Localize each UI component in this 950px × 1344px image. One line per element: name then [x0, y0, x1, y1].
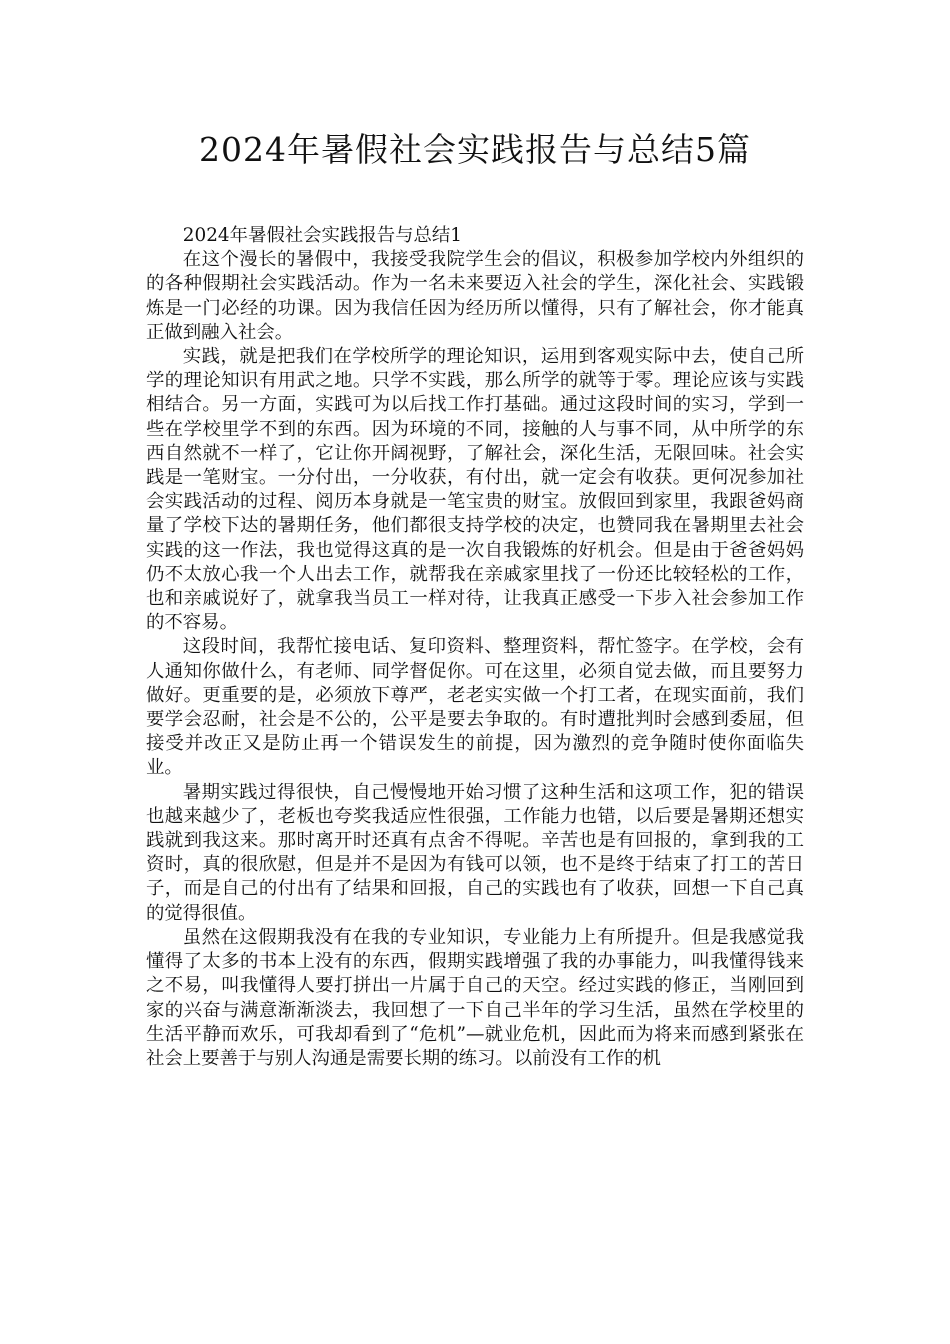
- section-heading: 2024年暑假社会实践报告与总结1: [182, 225, 462, 246]
- paragraph: 在这个漫长的暑假中，我接受我院学生会的倡议，积极参加学校内外组织的的各种假期社会实践活动。作为一名未来要迈入社会的学生，深化社会、实践锻炼是一门必经的功课。因为我信任因为经历所以懂得，只有了解社会，你才能真正做到融入社会。: [146, 249, 804, 343]
- paragraph: 这段时间，我帮忙接电话、复印资料、整理资料，帮忙签字。在学校，会有人通知你做什么，有老师、同学督促你。可在这里，必须自觉去做，而且要努力做好。更重要的是，必须放下尊严，老老实实做一个打工者，在现实面前，我们要学会忍耐，社会是不公的，公平是要去争取的。有时遭批判时会感到委屈，但接受并改正又是防止再一个错误发生的前提，因为激烈的竞争随时使你面临失业。: [146, 636, 804, 779]
- document-body: [146, 224, 804, 1071]
- paragraph: 虽然在这假期我没有在我的专业知识，专业能力上有所提升。但是我感觉我懂得了太多的书本上没有的东西，假期实践增强了我的办事能力，叫我懂得钱来之不易，叫我懂得人要打拼出一片属于自己的天空。经过实践的修正，当刚回到家的兴奋与满意渐渐淡去，我回想了一下自己半年的学习生活，虽然在学校里的生活平静而欢乐，可我却看到了“危机”—就业危机，因此而为将来而感到紧张在社会上要善于与别人沟通是需要长期的练习。以前没有工作的机: [146, 926, 804, 1069]
- paragraph: 暑期实践过得很快，自己慢慢地开始习惯了这种生活和这项工作，犯的错误也越来越少了，老板也夸奖我适应性很强，工作能力也错，以后要是暑期还想实践就到我这来。那时离开时还真有点舍不得呢。辛苦也是有回报的，拿到我的工资时，真的很欣慰，但是并不是因为有钱可以领，也不是终于结束了打工的苦日子，而是自己的付出有了结果和回报，自己的实践也有了收获，回想一下自己真的觉得很值。: [146, 781, 804, 924]
- paragraph: 实践，就是把我们在学校所学的理论知识，运用到客观实际中去，使自己所学的理论知识有用武之地。只学不实践，那么所学的就等于零。理论应该与实践相结合。另一方面，实践可为以后找工作打基础。通过这段时间的实习，学到一些在学校里学不到的东西。因为环境的不同，接触的人与事不同，从中所学的东西自然就不一样了，它让你开阔视野，了解社会，深化生活，无限回味。社会实践是一笔财宝。一分付出，一分收获，有付出，就一定会有收获。更何况参加社会实践活动的过程、阅历本身就是一笔宝贵的财宝。放假回到家里，我跟爸妈商量了学校下达的暑期任务，他们都很支持学校的决定，也赞同我在暑期里去社会实践的这一作法，我也觉得这真的是一次自我锻炼的好机会。但是由于爸爸妈妈仍不太放心我一个人出去工作，就帮我在亲戚家里找了一份还比较轻松的工作，也和亲戚说好了，就拿我当员工一样对待，让我真正感受一下步入社会参加工作的不容易。: [146, 346, 804, 634]
- document-title: 2024年暑假社会实践报告与总结5篇: [199, 130, 751, 169]
